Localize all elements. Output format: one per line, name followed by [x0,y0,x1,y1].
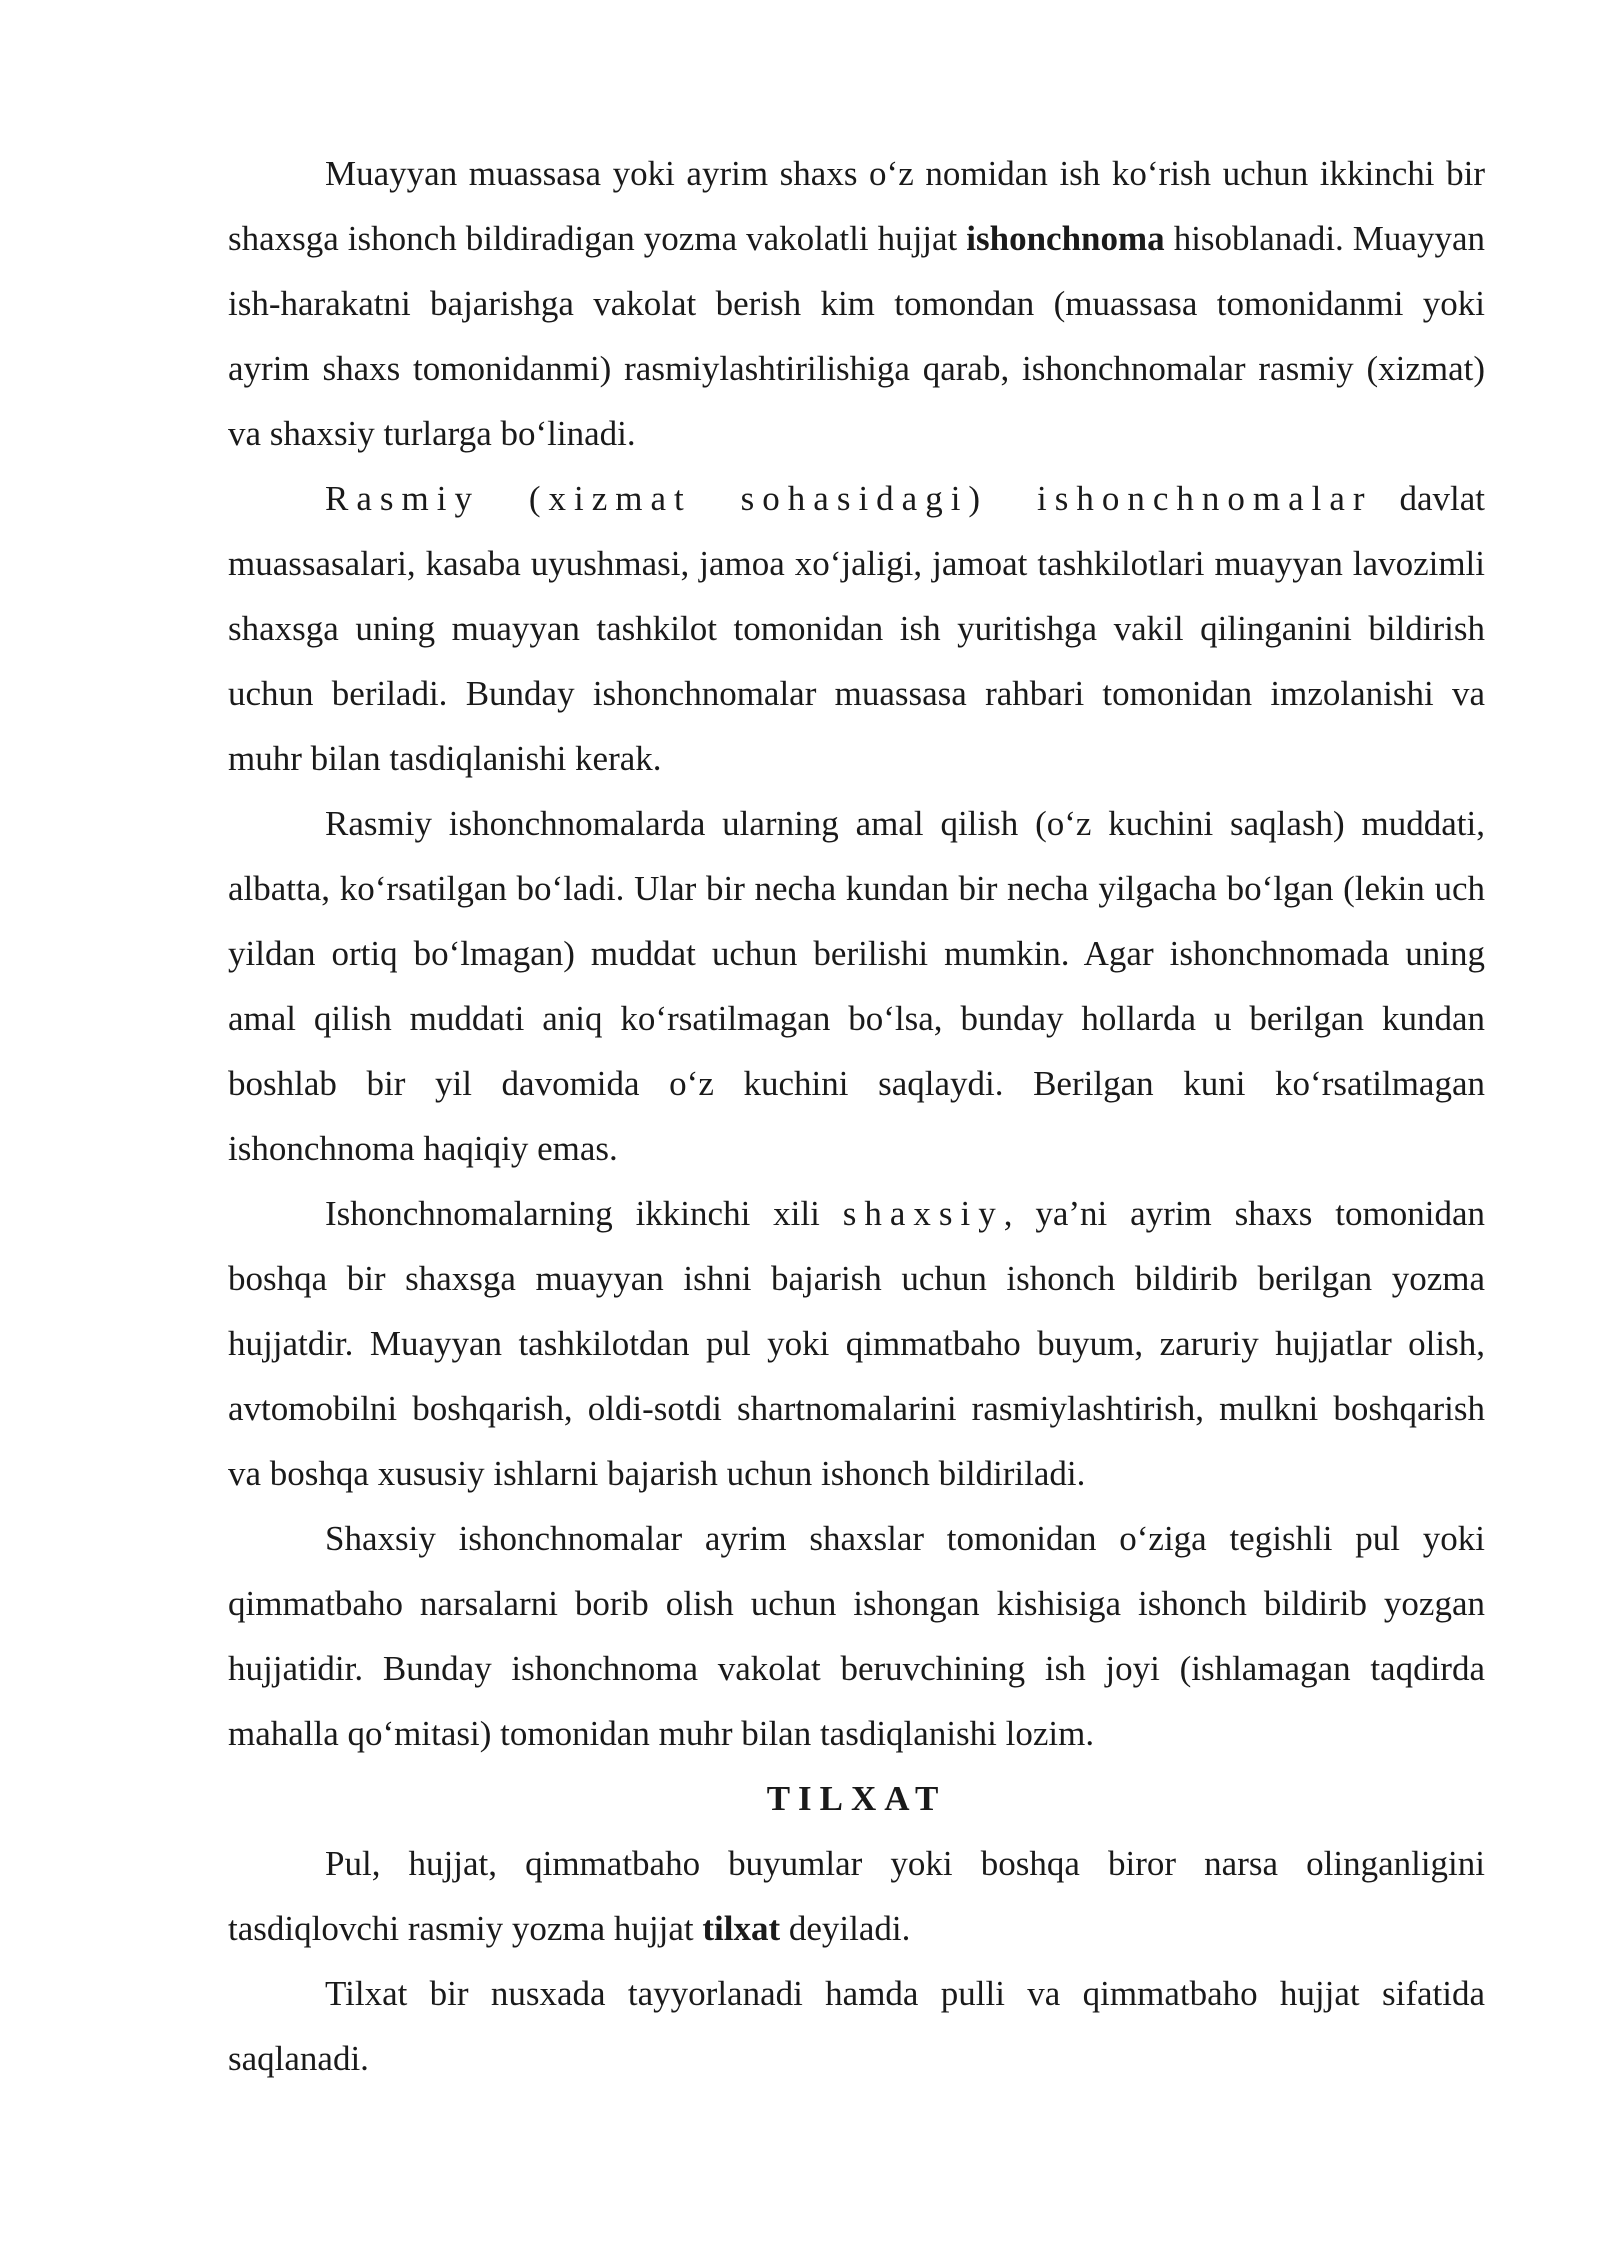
document-page [228,141,1485,2091]
paragraph-text: Muayyan muassasa yoki ayrim shaxs o‘z nomidan ish ko‘rish uchun ikkinchi bir shaxsga ishonch bildiradigan yozma vakolatli hujjat [228,154,1485,258]
paragraph-text: davlat muassasalari, kasaba uyushmasi, jamoa xo‘jaligi, jamoat tashkilotlari muayyan lavozimli shaxsga uning muayyan tashkilot tomonidan ish yuritishga vakil qilinganini bildirish uchun beriladi. Bunday ishonchnomalar muassasa rahbari tomonidan imzolanishi va muhr bilan tasdiqlanishi kerak. [228,479,1485,778]
paragraph-shaxsiy-tasdiqlash [228,1506,1485,1766]
spaced-term-rasmiy: Rasmiy (xizmat sohasidagi) ishonchnomalar [325,479,1373,518]
spaced-term-shaxsiy: shaxsiy [842,1194,1004,1233]
term-tilxat: tilxat [702,1909,781,1948]
paragraph-text: Rasmiy ishonchnomalarda ularning amal qilish (o‘z kuchini saqlash) muddati, albatta, ko‘rsatilgan bo‘ladi. Ular bir necha kundan bir necha yilgacha bo‘lgan (lekin uch yildan ortiq bo‘lmagan) muddat uchun berilishi mumkin. Agar ishonchnomada uning amal qilish muddati aniq ko‘rsatilmagan bo‘lsa, bunday hollarda u berilgan kundan boshlab bir yil davomida o‘z kuchini saqlaydi. Berilgan kuni ko‘rsatilmagan ishonchnoma haqiqiy emas. [228,804,1485,1168]
paragraph-ishonchnoma-definition [228,141,1485,466]
paragraph-rasmiy-ishonchnomalar [228,466,1485,791]
paragraph-text: Pul, hujjat, qimmatbaho buyumlar yoki boshqa biror narsa olinganligini tasdiqlovchi rasmiy yozma hujjat [228,1844,1485,1948]
term-ishonchnoma: ishonchnoma [966,219,1165,258]
paragraph-tilxat-definition [228,1831,1485,1961]
section-heading-tilxat: TILXAT [766,1779,947,1818]
paragraph-amal-qilish-muddati [228,791,1485,1181]
paragraph-text: deyiladi. [780,1909,911,1948]
paragraph-text: Tilxat bir nusxada tayyorlanadi hamda pulli va qimmatbaho hujjat sifatida saqlanadi. [228,1974,1485,2078]
paragraph-text: Shaxsiy ishonchnomalar ayrim shaxslar tomonidan o‘ziga tegishli pul yoki qimmatbaho narsalarni borib olish uchun ishongan kishisiga ishonch bildirib yozgan hujjatidir. Bunday ishonchnoma vakolat beruvchining ish joyi (ishlamagan taqdirda mahalla qo‘mitasi) tomonidan muhr bilan tasdiqlanishi lozim. [228,1519,1485,1753]
paragraph-text: hisoblanadi. Muayyan ish-harakatni bajarishga vakolat berish kim tomondan (muassasa tomonidanmi yoki ayrim shaxs tomonidanmi) rasmiylashtirilishiga qarab, ishonchnomalar rasmiy (xizmat) va shaxsiy turlarga bo‘linadi. [228,219,1485,453]
paragraph-tilxat-saqlash [228,1961,1485,2091]
paragraph-shaxsiy-ishonchnoma [228,1181,1485,1506]
paragraph-text: , ya’ni ayrim shaxs tomonidan boshqa bir shaxsga muayyan ishni bajarish uchun ishonch bildirib berilgan yozma hujjatdir. Muayyan tashkilotdan pul yoki qimmatbaho buyum, zaruriy hujjatlar olish, avtomobilni boshqarish, oldi-sotdi shartnomalarini rasmiylashtirish, mulkni boshqarish va boshqa xususiy ishlarni bajarish uchun ishonch bildiriladi. [228,1194,1485,1493]
paragraph-text: Ishonchnomalarning ikkinchi xili [325,1194,843,1233]
